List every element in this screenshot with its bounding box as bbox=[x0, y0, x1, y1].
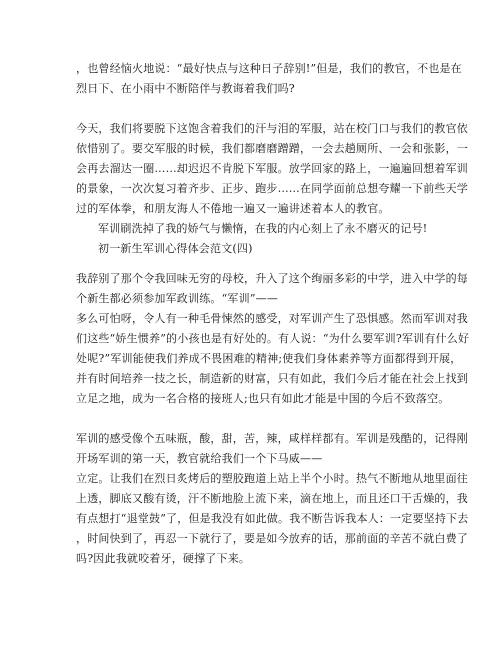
paragraph-4-line-2: 开场军训的第一天，教官就给我们一个下马威—— bbox=[76, 452, 323, 465]
paragraph-3-line-2: 个新生都必须参加军政训练。“军训”—— bbox=[76, 292, 279, 305]
paragraph-2-line-4: 的景象，一次次复习着齐步、正步、跑步……在同学面前总想夸耀一下前些天学 bbox=[76, 182, 468, 195]
paragraph-3-line-5: 处呢?”军训能使我们养成不畏困难的精神;使我们身体素养等方面都得到开展， bbox=[76, 352, 462, 365]
paragraph-4-line-5: 有点想打“退堂鼓”了，但是我没有如此做。我不断告诉我本人：一定要坚持下去 bbox=[76, 512, 469, 525]
section-heading: 初一新生军训心得体会范文(四) bbox=[98, 242, 253, 255]
paragraph-3-line-6: 并有时间培养一技之长，制造新的财富，只有如此，我们今后才能在社会上找到 bbox=[76, 372, 468, 385]
paragraph-3-line-4: 们这些“娇生惯养”的小孩也是有好处的。有人说：“为什么要军训?军训有什么好 bbox=[76, 332, 470, 345]
paragraph-2-line-2: 依惜别了。要交军服的时候，我们都磨磨蹭蹭，一会去趟厕所、一会和张影，一 bbox=[76, 142, 468, 155]
summary-sentence: 军训刷洗掉了我的娇气与懒惰，在我的内心刻上了永不磨灭的记号! bbox=[98, 222, 428, 235]
paragraph-1-line-1: ，也曾经恼火地说：“最好快点与这种日子辞别!”但是，我们的教官，不也是在 bbox=[76, 62, 462, 75]
paragraph-2-line-5: 过的军体拳，和朋友海人不倦地一遍又一遍讲述着本人的教官。 bbox=[76, 202, 390, 215]
paragraph-2-line-3: 会再去溜达一圈……却迟迟不肯脱下军服。放学回家的路上，一遍遍回想着军训 bbox=[76, 162, 468, 175]
paragraph-3-line-1: 我辞别了那个令我回味无穷的母校，升入了这个绚丽多彩的中学，进入中学的每 bbox=[76, 272, 468, 285]
paragraph-1-line-2: 烈日下、在小雨中不断陪伴与教诲着我们吗? bbox=[76, 82, 295, 95]
paragraph-4-line-3: 立定。让我们在烈日炙烤后的塑胶跑道上站上半个小时。热气不断地从地里面往 bbox=[76, 472, 468, 485]
paragraph-4-line-7: 吗?因此我就咬着牙，硬撑了下来。 bbox=[76, 552, 251, 565]
paragraph-3-line-3: 多么可怕呀，令人有一种毛骨悚然的感受，对军训产生了恐惧感。然而军训对我 bbox=[76, 312, 468, 325]
paragraph-2-line-1: 今天，我们将要脱下这饱含着我们的汗与泪的军服，站在校门口与我们的教官依 bbox=[76, 122, 468, 135]
paragraph-4-line-1: 军训的感受像个五味瓶，酸，甜，苦，辣，咸样样都有。军训是残酷的，记得刚 bbox=[76, 432, 468, 445]
paragraph-3-line-7: 立足之地，成为一名合格的接班人;也只有如此才能是中国的今后不致落空。 bbox=[76, 392, 450, 405]
paragraph-4-line-6: ，时间快到了，再忍一下就行了，要是如今放弃的话，那前面的辛苦不就白费了 bbox=[76, 532, 468, 545]
paragraph-4-line-4: 上透，脚底又酸有烫，汗不断地脸上流下来，滴在地上，而且还口干舌燥的，我 bbox=[76, 492, 468, 505]
